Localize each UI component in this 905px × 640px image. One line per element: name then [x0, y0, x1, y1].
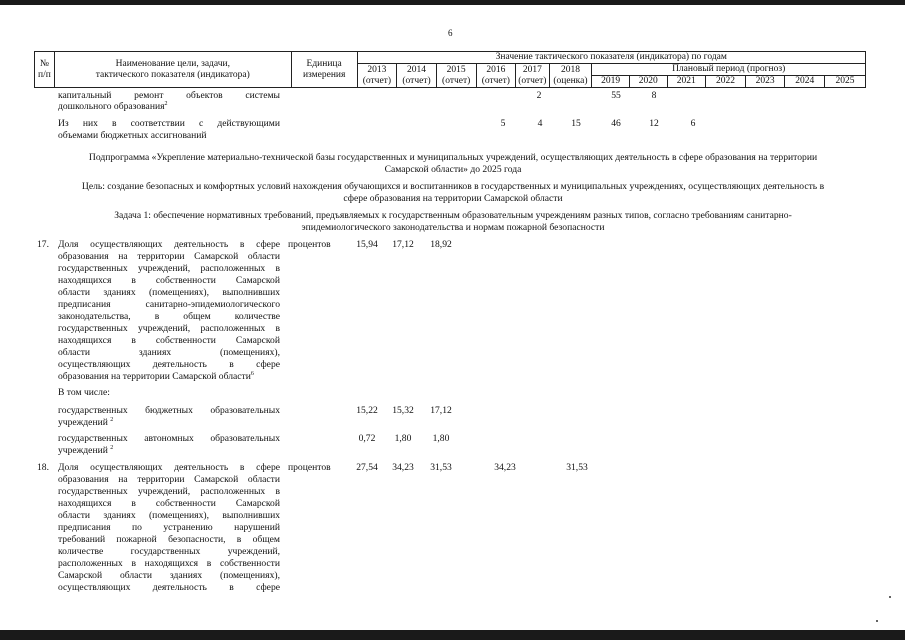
task-line: Задача 1: обеспечение нормативных требований, предъявляемых к государственным образовательным учреждениям разных типов, согласно требованиям санитарно- [114, 210, 792, 221]
header-year: 2018 (оценка) [549, 64, 592, 88]
including-label: В том числе: [58, 387, 110, 398]
value-2017: 4 [537, 118, 543, 129]
row-text-line: объемами бюджетных ассигнований [58, 130, 207, 141]
header-year: 2022 [706, 76, 746, 88]
row-text-line: образования на территории Самарской области [58, 474, 280, 485]
header-year: 2021 [667, 76, 706, 88]
row-text-line: государственных учреждений, расположенных в [58, 263, 280, 274]
header-year: 2014 (отчет) [397, 64, 437, 88]
value-2013: 0,72 [358, 433, 376, 444]
row-unit: процентов [288, 462, 331, 473]
row-text-line: государственных учреждений, расположенных в [58, 323, 280, 334]
row-text-line: предписания по устранению нарушений [58, 522, 280, 533]
value-2017: 2 [536, 90, 542, 101]
row-text-line: находящихся в собственности Самарской [58, 275, 280, 286]
value-2020: 8 [651, 90, 657, 101]
row-text-line: расположенных в находящихся в собственности [58, 558, 280, 569]
scan-top-edge [0, 0, 905, 5]
value-2016: 34,23 [494, 462, 516, 473]
row-text-line: Из них в соответствии с действующими [58, 118, 280, 129]
value-2014: 15,32 [392, 405, 414, 416]
scan-speck [889, 596, 891, 598]
task-line: эпидемиологического законодательства и нормам пожарной безопасности [301, 222, 605, 233]
subprogram-title-line: Самарской области» до 2025 года [384, 164, 522, 175]
row-text-line: учреждений $^2$ [58, 416, 114, 428]
header-year: 2015 (отчет) [436, 64, 476, 88]
header-year: 2025 [825, 76, 866, 88]
value-2018: 15 [571, 118, 581, 129]
header-name: Наименование цели, задачи, тактического показателя (индикатора) [54, 52, 291, 88]
value-2013: 15,94 [356, 239, 378, 250]
row-text-line: области зданиях (помещениях), выполнивших [58, 510, 280, 521]
header-year: 2013 (отчет) [357, 64, 397, 88]
header-year: 2016 (отчет) [476, 64, 516, 88]
row-text-line: количестве государственных учреждений, [58, 546, 280, 557]
header-number: № п/п [35, 52, 55, 88]
value-2016: 5 [500, 118, 506, 129]
value-2014: 17,12 [392, 239, 414, 250]
value-2014: 1,80 [394, 433, 412, 444]
subprogram-title-line: Подпрограмма «Укрепление материально-технической базы государственных и муниципальных учреждений, осуществляющих деятельность в сфере образования на территории [88, 152, 818, 163]
value-2019: 46 [611, 118, 621, 129]
row-text-line: осуществляющих деятельность в сфере [58, 582, 280, 593]
scan-speck [876, 620, 878, 622]
value-2015: 1,80 [432, 433, 450, 444]
row-text-line: осуществляющих деятельность в сфере [58, 359, 280, 370]
value-2019: 55 [611, 90, 621, 101]
row-text-line: государственных учреждений, расположенных в [58, 486, 280, 497]
value-2013: 15,22 [356, 405, 378, 416]
row-text-line: находящихся в собственности Самарской [58, 498, 280, 509]
header-year: 2017 (отчет) [516, 64, 549, 88]
scan-bottom-edge [0, 630, 905, 640]
goal-line: сфере образования на территории Самарской области [343, 193, 563, 204]
goal-line: Цель: создание безопасных и комфортных условий нахождения обучающихся и воспитанников в государственных и муниципальных учреждениях, осуществляющих деятельность в [81, 181, 825, 192]
value-2020: 12 [649, 118, 659, 129]
row-text-line: Самарской области зданиях (помещениях), [58, 570, 280, 581]
value-2015: 31,53 [430, 462, 452, 473]
header-year: 2019 [592, 76, 630, 88]
row-text-line: государственных автономных образовательных [58, 433, 280, 444]
value-2015: 17,12 [430, 405, 452, 416]
row-unit: процентов [288, 239, 331, 250]
header-planned-title: Плановый период (прогноз) [592, 64, 866, 76]
row-text-line: учреждений $^2$ [58, 444, 114, 456]
row-text-line: дошкольного образования$^2$ [58, 100, 168, 112]
header-year: 2020 [629, 76, 667, 88]
row-text-line: области зданиях (помещениях), выполнивших [58, 287, 280, 298]
row-number: 17. [37, 239, 49, 250]
row-text-line: области зданиях (помещениях), [58, 347, 280, 358]
page-number: 6 [448, 28, 453, 38]
row-text-line: капитальный ремонт объектов системы [58, 90, 280, 101]
row-text-line: образования на территории Самарской области [58, 251, 280, 262]
row-text-line: образования на территории Самарской области$^6$ [58, 370, 254, 382]
header-unit: Единица измерения [291, 52, 357, 88]
value-2018: 31,53 [566, 462, 588, 473]
row-number: 18. [37, 462, 49, 473]
value-2015: 18,92 [430, 239, 452, 250]
row-text-line: требований пожарной безопасности, в общем [58, 534, 280, 545]
row-text-line: Доля осуществляющих деятельность в сфере [58, 239, 280, 250]
row-text-line: находящихся в собственности Самарской [58, 335, 280, 346]
value-2013: 27,54 [356, 462, 378, 473]
row-text-line: государственных бюджетных образовательных [58, 405, 280, 416]
value-2014: 34,23 [392, 462, 414, 473]
header-values-title: Значение тактического показателя (индикатора) по годам [357, 52, 865, 64]
header-year: 2024 [785, 76, 825, 88]
indicator-table-header [34, 51, 866, 88]
header-year: 2023 [745, 76, 785, 88]
row-text-line: законодательства, в общем количестве [58, 311, 280, 322]
row-text-line: Доля осуществляющих деятельность в сфере [58, 462, 280, 473]
row-text-line: предписания санитарно-эпидемиологического [58, 299, 280, 310]
value-2021: 6 [690, 118, 696, 129]
